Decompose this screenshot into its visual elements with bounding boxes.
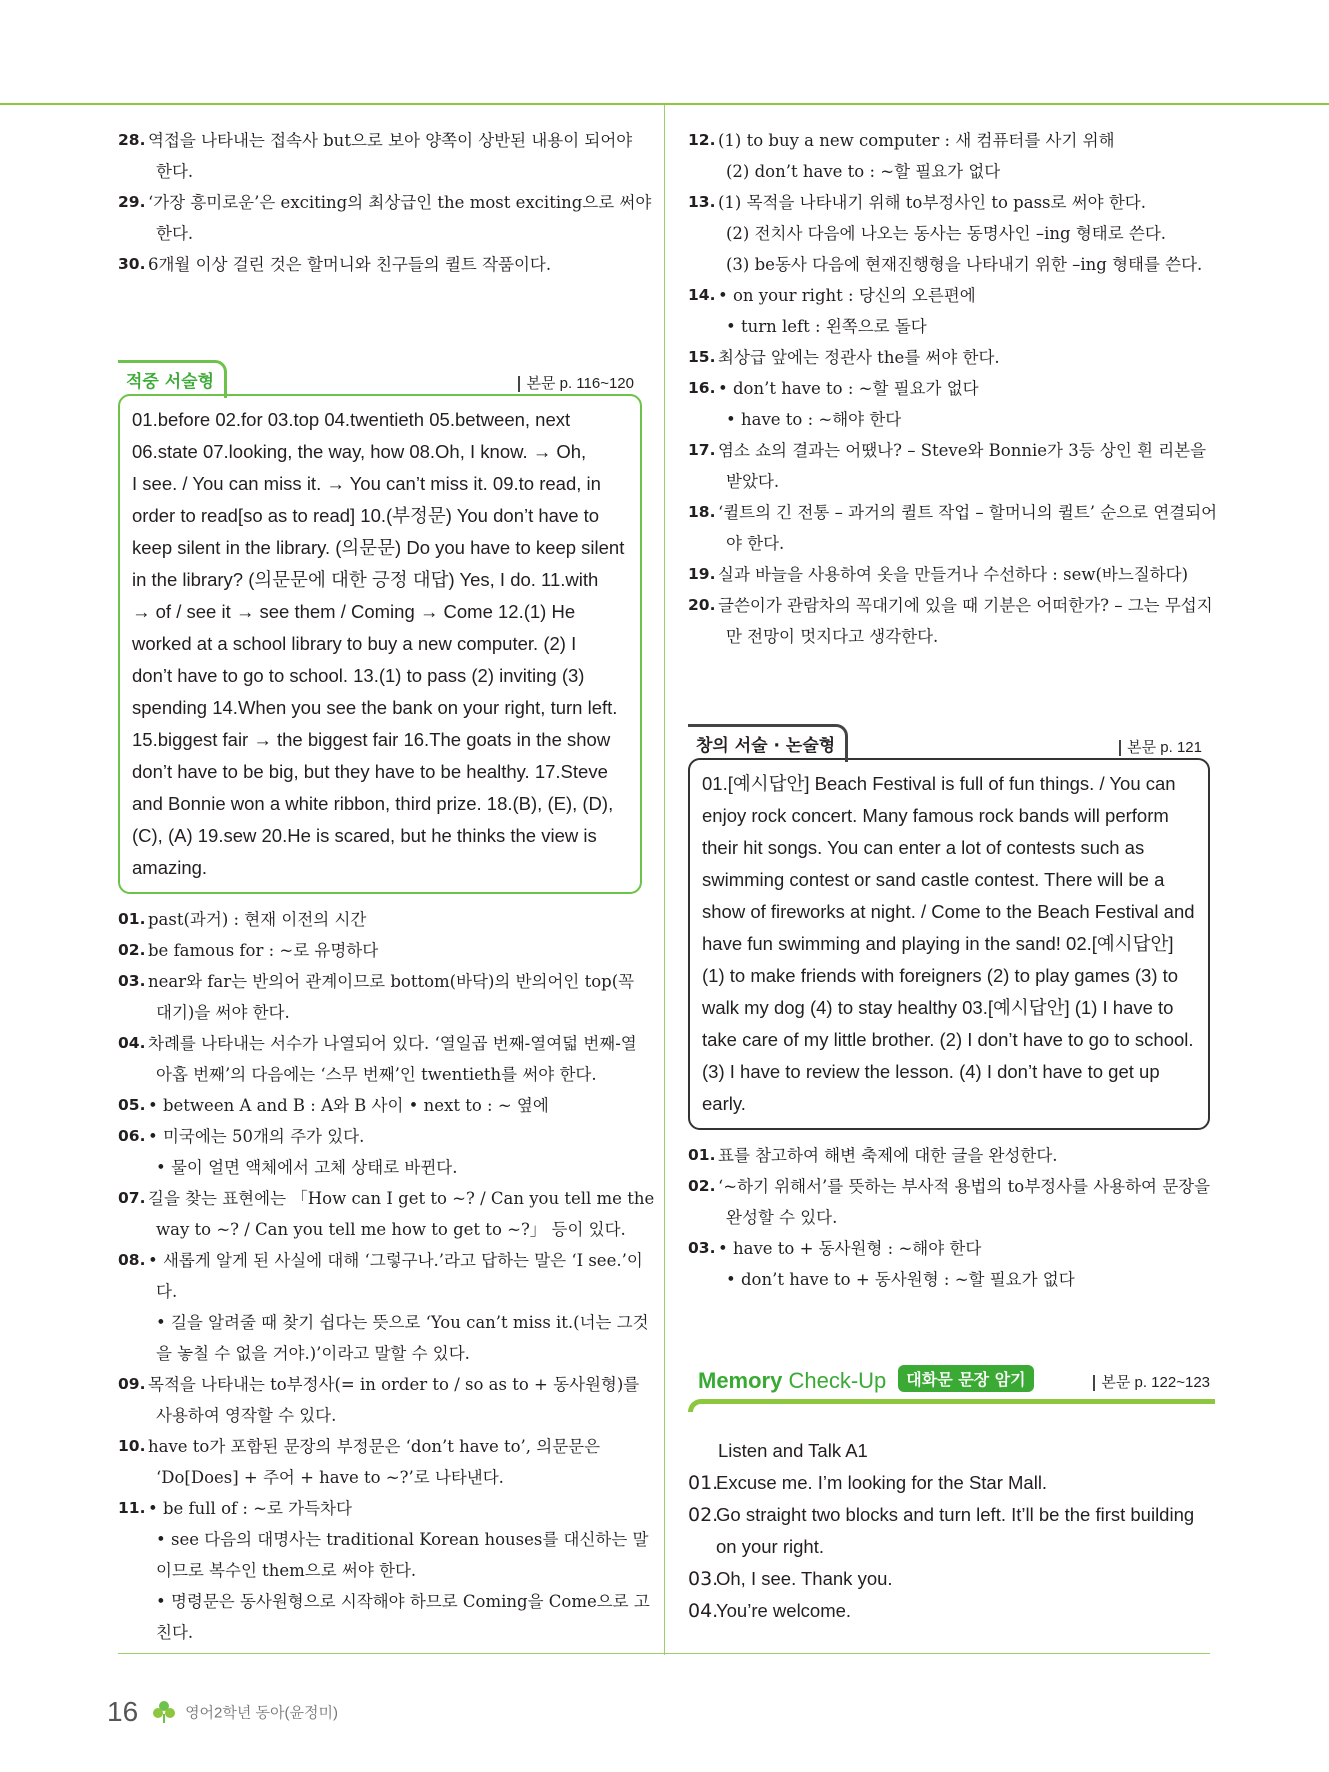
- note-line: (1) 목적을 나타내기 위해 to부정사인 to pass로 써야 한다.: [718, 193, 1146, 212]
- answer-line: in the library? (의문문에 대한 긍정 대답) Yes, I do. 11.with: [132, 569, 599, 590]
- right-column: [688, 125, 1218, 1627]
- answer-line: and Bonnie won a white ribbon, third prize. 18.(B), (E), (D),: [132, 793, 614, 814]
- answer-line: 01.before 02.for 03.top 04.twentieth 05.between, next: [132, 409, 571, 430]
- answer-line: don’t have to be big, but they have to be healthy. 17.Steve: [132, 761, 608, 782]
- answer-line: enjoy rock concert. Many famous rock bands will perform: [702, 805, 1169, 826]
- note-item: [118, 966, 642, 1028]
- answer-line: early.: [702, 1093, 746, 1114]
- answer-line: order to read[so as to read] 10.(부정문) You don’t have to: [132, 505, 600, 526]
- note-item: [118, 1431, 642, 1493]
- note-number: 16.: [688, 379, 716, 397]
- note-line: 목적을 나타내는 to부정사(= in order to / so as to + 동사원형)를: [148, 1375, 640, 1394]
- note-line: • between A and B : A와 B 사이 • next to : ~ 옆에: [148, 1096, 549, 1115]
- note-line: 대기)을 써야 한다.: [156, 1003, 290, 1022]
- memory-item-line: Excuse me. I’m looking for the Star Mall.: [716, 1472, 1048, 1493]
- section-header-writing: [118, 360, 642, 394]
- note-line: ‘Do[Does] + 주어 + have to ~?’로 나타낸다.: [156, 1468, 504, 1487]
- note-item: [688, 435, 1210, 497]
- answer-line: (C), (A) 19.sew 20.He is scared, but he thinks the view is: [132, 825, 597, 846]
- note-line: 실과 바늘을 사용하여 옷을 만들거나 수선하다 : sew(바느질하다): [718, 565, 1189, 584]
- note-number: 02.: [118, 941, 146, 959]
- memory-item-line: on your right.: [716, 1536, 824, 1557]
- left-column: [118, 125, 655, 1648]
- section-title: 적중 서술형: [118, 360, 227, 398]
- note-line: (2) 전치사 다음에 나오는 동사는 동명사인 –ing 형태로 쓴다.: [726, 224, 1167, 243]
- note-number: 07.: [118, 1189, 146, 1207]
- note-item: [118, 249, 642, 280]
- book-title: 영어2학년 동아(윤정미): [185, 1704, 338, 1722]
- answer-line: keep silent in the library. (의문문) Do you have to keep silent: [132, 537, 625, 558]
- section-page-ref: 본문 p. 121: [1119, 740, 1202, 756]
- note-item: [688, 559, 1210, 590]
- note-item: [118, 1121, 642, 1183]
- answer-line: 01.[예시답안] Beach Festival is full of fun things. / You can: [702, 773, 1176, 794]
- answer-line: I see. / You can miss it. → You can’t miss it. 09.to read, in: [132, 473, 601, 494]
- note-line: 받았다.: [726, 472, 780, 491]
- note-number: 13.: [688, 193, 716, 211]
- note-line: • 길을 알려줄 때 찾기 쉽다는 뜻으로 ‘You can’t miss it.(너는 그것: [156, 1313, 649, 1332]
- section-page-ref: 본문 p. 116~120: [518, 376, 634, 392]
- right-top-notes: [688, 125, 1218, 652]
- note-line: (3) be동사 다음에 현재진행형을 나타내기 위한 –ing 형태를 쓴다.: [726, 255, 1203, 274]
- note-number: 19.: [688, 565, 716, 583]
- note-number: 18.: [688, 503, 716, 521]
- note-line: 이므로 복수인 them으로 써야 한다.: [156, 1561, 417, 1580]
- note-line: • have to + 동사원형 : ~해야 한다: [718, 1239, 982, 1258]
- note-line: 만 전망이 멋지다고 생각한다.: [726, 627, 939, 646]
- note-number: 14.: [688, 286, 716, 304]
- note-item: [118, 125, 642, 187]
- note-line: • be full of : ~로 가득차다: [148, 1499, 352, 1518]
- memory-item-number: 02.: [688, 1504, 719, 1526]
- note-line: be famous for : ~로 유명하다: [148, 941, 379, 960]
- memory-badge: 대화문 문장 암기: [898, 1365, 1033, 1392]
- note-number: 15.: [688, 348, 716, 366]
- note-line: (1) to buy a new computer : 새 컴퓨터를 사기 위해: [718, 131, 1115, 150]
- note-line: 아홉 번째’의 다음에는 ‘스무 번째’인 twentieth를 써야 한다.: [156, 1065, 597, 1084]
- answer-line: their hit songs. You can enter a lot of contests such as: [702, 837, 1145, 858]
- note-number: 08.: [118, 1251, 146, 1269]
- note-line: 길을 찾는 표현에는 「How can I get to ~? / Can you tell me the: [148, 1189, 655, 1208]
- note-line: 6개월 이상 걸린 것은 할머니와 친구들의 퀼트 작품이다.: [148, 255, 552, 274]
- answer-line: → of / see it → see them / Coming → Come 12.(1) He: [132, 601, 576, 622]
- section-header-creative: [688, 724, 1210, 758]
- answer-line: take care of my little brother. (2) I don’t have to go to school.: [702, 1029, 1194, 1050]
- column-divider: [664, 105, 665, 1655]
- note-line: 표를 참고하여 해변 축제에 대한 글을 완성한다.: [718, 1146, 1058, 1165]
- answer-line: 15.biggest fair → the biggest fair 16.The goats in the show: [132, 729, 611, 750]
- note-line: • don’t have to + 동사원형 : ~할 필요가 없다: [726, 1270, 1075, 1289]
- note-number: 12.: [688, 131, 716, 149]
- right-mid-notes: [688, 1140, 1210, 1295]
- answer-line: (3) I have to review the lesson. (4) I don’t have to get up: [702, 1061, 1160, 1082]
- note-line: ‘~하기 위해서’를 뜻하는 부사적 용법의 to부정사를 사용하여 문장을: [718, 1177, 1211, 1196]
- note-item: [118, 1028, 642, 1090]
- memory-item-number: 01.: [688, 1472, 719, 1494]
- note-item: [688, 590, 1213, 652]
- memory-item-line: You’re welcome.: [716, 1600, 852, 1621]
- note-item: [118, 1090, 642, 1121]
- memory-subtitle: Listen and Talk A1: [718, 1440, 868, 1461]
- left-bottom-notes: [118, 904, 655, 1648]
- note-line: near와 far는 반의어 관계이므로 bottom(바닥)의 반의어인 top(꼭: [148, 972, 635, 991]
- note-line: 염소 쇼의 결과는 어땠나? – Steve와 Bonnie가 3등 상인 흰 리본을: [718, 441, 1207, 460]
- note-number: 28.: [118, 131, 146, 149]
- answer-line: (1) to make friends with foreigners (2) to play games (3) to: [702, 965, 1179, 986]
- answer-line: worked at a school library to buy a new computer. (2) I: [132, 633, 577, 654]
- note-item: [118, 935, 642, 966]
- note-item: [688, 1140, 1210, 1171]
- footer: [107, 1696, 338, 1728]
- note-item: [688, 373, 1210, 435]
- note-line: 한다.: [156, 162, 194, 181]
- note-line: 다.: [156, 1282, 178, 1301]
- note-line: 최상급 앞에는 정관사 the를 써야 한다.: [718, 348, 1000, 367]
- note-item: [688, 342, 1210, 373]
- note-number: 04.: [118, 1034, 146, 1052]
- memory-item-number: 04.: [688, 1600, 719, 1622]
- answer-line: don’t have to go to school. 13.(1) to pass (2) inviting (3): [132, 665, 585, 686]
- note-item: [118, 904, 642, 935]
- note-line: 한다.: [156, 224, 194, 243]
- note-line: • 명령문은 동사원형으로 시작해야 하므로 Coming을 Come으로 고: [156, 1592, 650, 1611]
- note-line: ‘퀼트의 긴 전통 – 과거의 퀼트 작업 – 할머니의 퀼트’ 순으로 연결되어: [718, 503, 1218, 522]
- note-number: 01.: [118, 910, 146, 928]
- memory-bar: [688, 1399, 1215, 1412]
- note-item: [118, 1369, 642, 1431]
- clover-icon: [153, 1700, 175, 1724]
- memory-title: Memory Check-Up 대화문 문장 암기: [698, 1365, 1034, 1394]
- note-line: • on your right : 당신의 오른편에: [718, 286, 976, 305]
- note-line: 친다.: [156, 1623, 194, 1642]
- memory-item: [688, 1499, 1210, 1563]
- note-line: • see 다음의 대명사는 traditional Korean houses를 대신하는 말: [156, 1530, 649, 1549]
- note-line: • turn left : 왼쪽으로 돌다: [726, 317, 927, 336]
- answer-line: 06.state 07.looking, the way, how 08.Oh, I know. → Oh,: [132, 441, 587, 462]
- note-line: 글쓴이가 관람차의 꼭대기에 있을 때 기분은 어떠한가? – 그는 무섭지: [718, 596, 1213, 615]
- note-number: 11.: [118, 1499, 146, 1517]
- answer-line: swimming contest or sand castle contest. There will be a: [702, 869, 1165, 890]
- note-line: • 물이 얼면 액체에서 고체 상태로 바뀐다.: [156, 1158, 458, 1177]
- note-number: 29.: [118, 193, 146, 211]
- note-number: 05.: [118, 1096, 146, 1114]
- memory-items: [688, 1467, 1210, 1627]
- memory-list: [688, 1435, 1210, 1627]
- note-item: [118, 187, 652, 249]
- left-top-notes: [118, 125, 652, 280]
- answer-line: have fun swimming and playing in the sand! 02.[예시답안]: [702, 933, 1174, 954]
- answer-line: show of fireworks at night. / Come to the Beach Festival and: [702, 901, 1195, 922]
- note-line: past(과거) : 현재 이전의 시간: [148, 910, 367, 929]
- note-number: 03.: [688, 1239, 716, 1257]
- memory-item: [688, 1595, 1210, 1627]
- note-number: 10.: [118, 1437, 146, 1455]
- note-line: 역접을 나타내는 접속사 but으로 보아 양쪽이 상반된 내용이 되어야: [148, 131, 633, 150]
- answer-line: spending 14.When you see the bank on your right, turn left.: [132, 697, 618, 718]
- answer-line: amazing.: [132, 857, 208, 878]
- note-item: [688, 125, 1210, 187]
- memory-item: [688, 1563, 1210, 1595]
- answer-box: [118, 394, 642, 894]
- note-number: 06.: [118, 1127, 146, 1145]
- memory-item-line: Oh, I see. Thank you.: [716, 1568, 893, 1589]
- page-number: 16: [107, 1696, 139, 1727]
- memory-checkup-header: [688, 1365, 1210, 1435]
- note-number: 01.: [688, 1146, 716, 1164]
- answer-box: [688, 758, 1210, 1130]
- note-line: • 새롭게 알게 된 사실에 대해 ‘그렇구나.’라고 답하는 말은 ‘I see.’이: [148, 1251, 643, 1270]
- note-item: [118, 1183, 655, 1245]
- answer-line: walk my dog (4) to stay healthy 03.[예시답안] (1) I have to: [702, 997, 1174, 1018]
- memory-page-ref: 본문 p. 122~123: [1093, 1375, 1210, 1391]
- note-line: way to ~? / Can you tell me how to get to ~?」 등이 있다.: [156, 1220, 626, 1239]
- section-title: 창의 서술 · 논술형: [688, 724, 848, 762]
- note-line: 사용하여 영작할 수 있다.: [156, 1406, 337, 1425]
- note-number: 30.: [118, 255, 146, 273]
- note-item: [688, 497, 1218, 559]
- note-item: [688, 1171, 1210, 1233]
- note-number: 02.: [688, 1177, 716, 1195]
- note-number: 03.: [118, 972, 146, 990]
- note-item: [688, 187, 1210, 280]
- note-line: • have to : ~해야 한다: [726, 410, 902, 429]
- note-number: 17.: [688, 441, 716, 459]
- memory-item-number: 03.: [688, 1568, 719, 1590]
- note-line: • don’t have to : ~할 필요가 없다: [718, 379, 979, 398]
- note-number: 20.: [688, 596, 716, 614]
- bottom-rule: [118, 1653, 1210, 1654]
- note-line: 을 놓칠 수 없을 거야.)’이라고 말할 수 있다.: [156, 1344, 470, 1363]
- note-line: (2) don’t have to : ~할 필요가 없다: [726, 162, 1001, 181]
- note-line: 완성할 수 있다.: [726, 1208, 838, 1227]
- memory-item-line: Go straight two blocks and turn left. It’ll be the first building: [716, 1504, 1195, 1525]
- note-item: [118, 1493, 650, 1648]
- note-item: [688, 280, 1210, 342]
- memory-item: [688, 1467, 1210, 1499]
- note-line: • 미국에는 50개의 주가 있다.: [148, 1127, 365, 1146]
- note-line: ‘가장 흥미로운’은 exciting의 최상급인 the most exciting으로 써야: [148, 193, 652, 212]
- note-item: [118, 1245, 649, 1369]
- note-line: have to가 포함된 문장의 부정문은 ‘don’t have to’, 의문문은: [148, 1437, 601, 1456]
- note-item: [688, 1233, 1210, 1295]
- note-number: 09.: [118, 1375, 146, 1393]
- note-line: 차례를 나타내는 서수가 나열되어 있다. ‘열일곱 번째-열여덟 번째-열: [148, 1034, 637, 1053]
- note-line: 야 한다.: [726, 534, 785, 553]
